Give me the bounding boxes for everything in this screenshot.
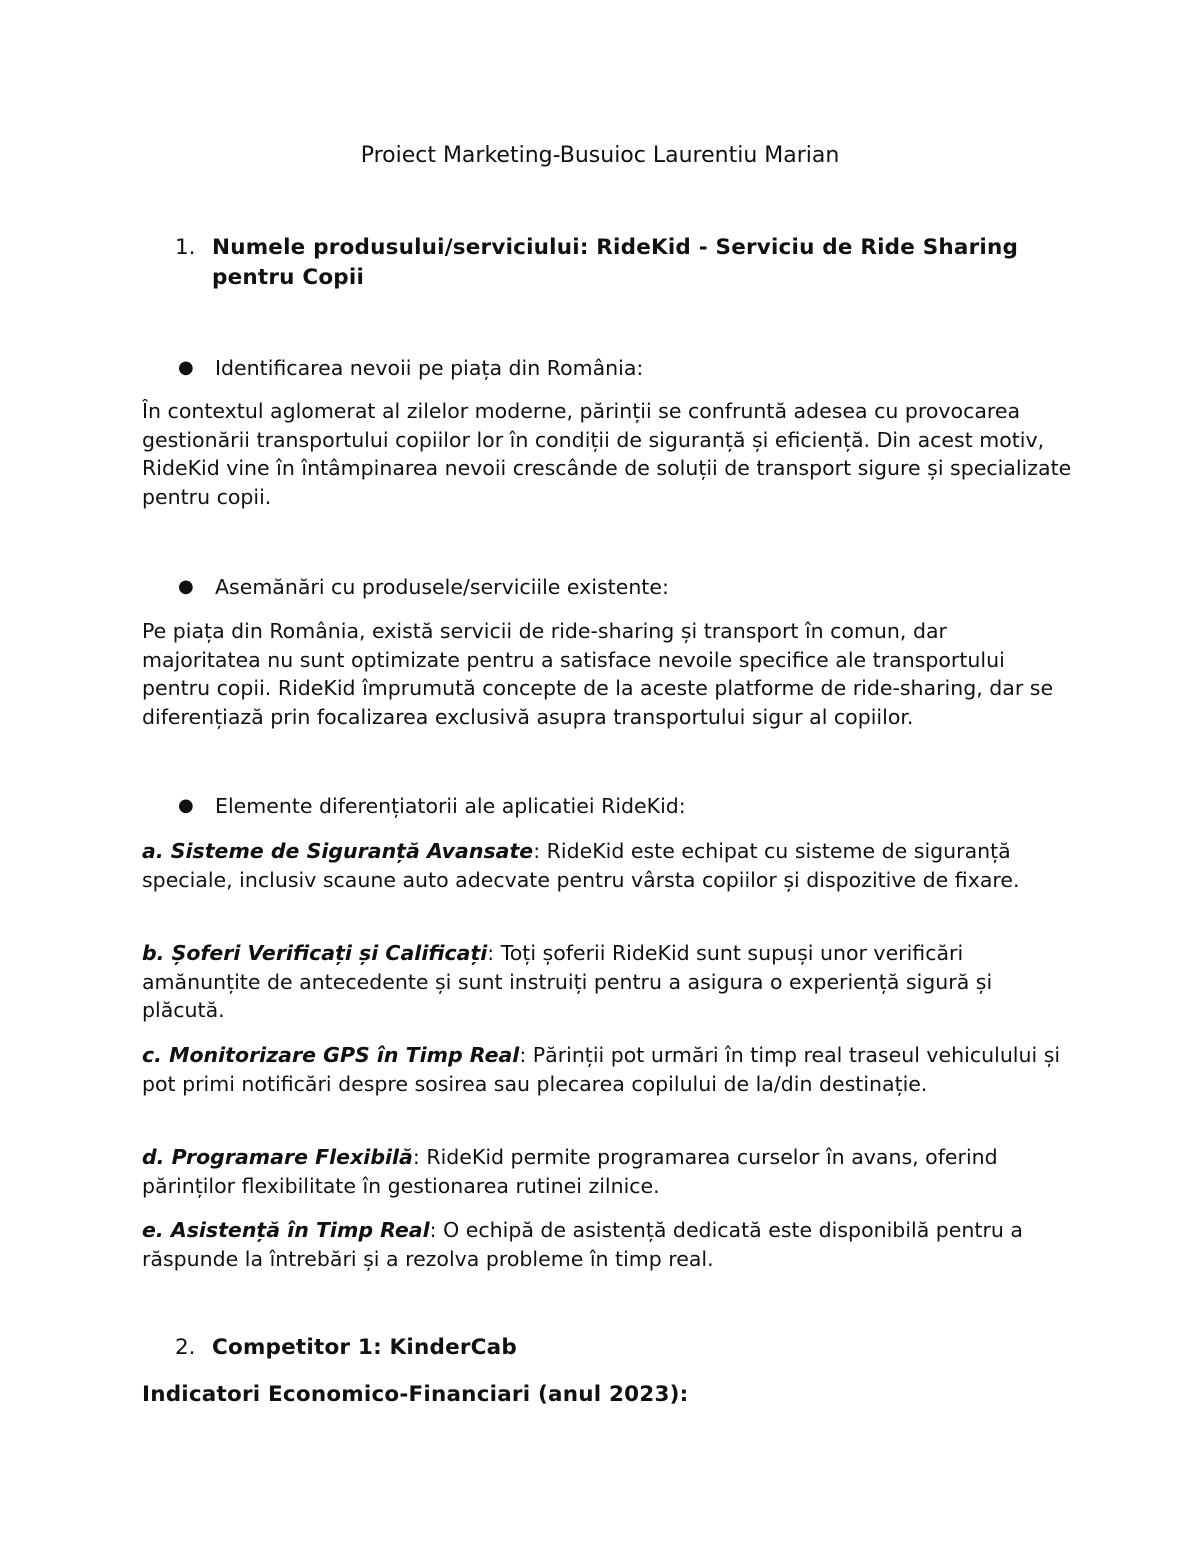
diff-item-b	[142, 939, 1072, 1025]
diff-item-e-text: : O echipă de asistență dedicată este disponibilă pentru a răspunde la întrebări și a rezolva probleme în timp real.	[142, 1218, 1023, 1271]
indicators-heading: Indicatori Economico-Financiari (anul 2023):	[142, 1382, 689, 1407]
section-1-heading	[175, 233, 1045, 293]
diff-item-c-lead: c. Monitorizare GPS în Timp Real	[142, 1043, 520, 1067]
diff-item-e	[142, 1216, 1072, 1273]
diff-item-a	[142, 837, 1072, 894]
bullet-need-label: Identificarea nevoii pe piața din România:	[215, 356, 644, 380]
diff-item-c-text: : Părinții pot urmări în timp real traseul vehiculului și pot primi notificări despre sosirea sau plecarea copilului de la/din destinație.	[142, 1043, 1061, 1096]
bullet-diff-label: Elemente diferențiatorii ale aplicatiei RideKid:	[215, 794, 686, 818]
bullet-diff	[178, 791, 1038, 821]
bullet-need	[178, 353, 1038, 383]
section-2-heading	[175, 1333, 1045, 1363]
similar-paragraph: Pe piața din România, există servicii de ride-sharing și transport în comun, dar majoritatea nu sunt optimizate pentru a satisface nevoile specifice ale transportului pentru copii. RideKid împrumută concepte de la aceste platforme de ride-sharing, dar se diferențiază prin focalizarea exclusivă asupra transportului sigur al copiilor.	[142, 619, 1054, 730]
diff-item-b-lead: b. Șoferi Verificați și Calificați	[142, 941, 488, 965]
section-2-number: 2.	[175, 1335, 196, 1360]
bullet-icon: ●	[178, 795, 194, 816]
diff-item-e-lead: e. Asistență în Timp Real	[142, 1218, 430, 1242]
document-title: Proiect Marketing-Busuioc Laurentiu Marian	[360, 143, 840, 168]
section-2-title: Competitor 1: KinderCab	[212, 1335, 517, 1360]
need-paragraph: În contextul aglomerat al zilelor moderne, părinții se confruntă adesea cu provocarea gestionării transportului copiilor lor în condiții de siguranță și eficiență. Din acest motiv, RideKid vine în întâmpinarea nevoii crescânde de soluții de transport sigure și specializate pentru copii.	[142, 399, 1072, 510]
section-1-title: Numele produsului/serviciului: RideKid - Serviciu de Ride Sharing pentru Copii	[212, 235, 1019, 290]
bullet-icon: ●	[178, 576, 194, 597]
diff-item-a-text: : RideKid este echipat cu sisteme de siguranță speciale, inclusiv scaune auto adecvate pentru vârsta copiilor și dispozitive de fixare.	[142, 839, 1020, 892]
section-1-number: 1.	[175, 235, 196, 260]
bullet-icon: ●	[178, 357, 194, 378]
diff-item-c	[142, 1041, 1072, 1098]
diff-item-a-lead: a. Sisteme de Siguranță Avansate	[142, 839, 534, 863]
bullet-similar-label: Asemănări cu produsele/serviciile existente:	[215, 575, 669, 599]
diff-item-d-text: : RideKid permite programarea curselor în avans, oferind părinților flexibilitate în gestionarea rutinei zilnice.	[142, 1145, 998, 1198]
bullet-similar	[178, 572, 1038, 602]
diff-item-d	[142, 1143, 1072, 1200]
diff-item-d-lead: d. Programare Flexibilă	[142, 1145, 413, 1169]
diff-item-b-text: : Toți șoferii RideKid sunt supuși unor verificări amănunțite de antecedente și sunt instruiți pentru a asigura o experiență sigură și plăcută.	[142, 941, 993, 1023]
